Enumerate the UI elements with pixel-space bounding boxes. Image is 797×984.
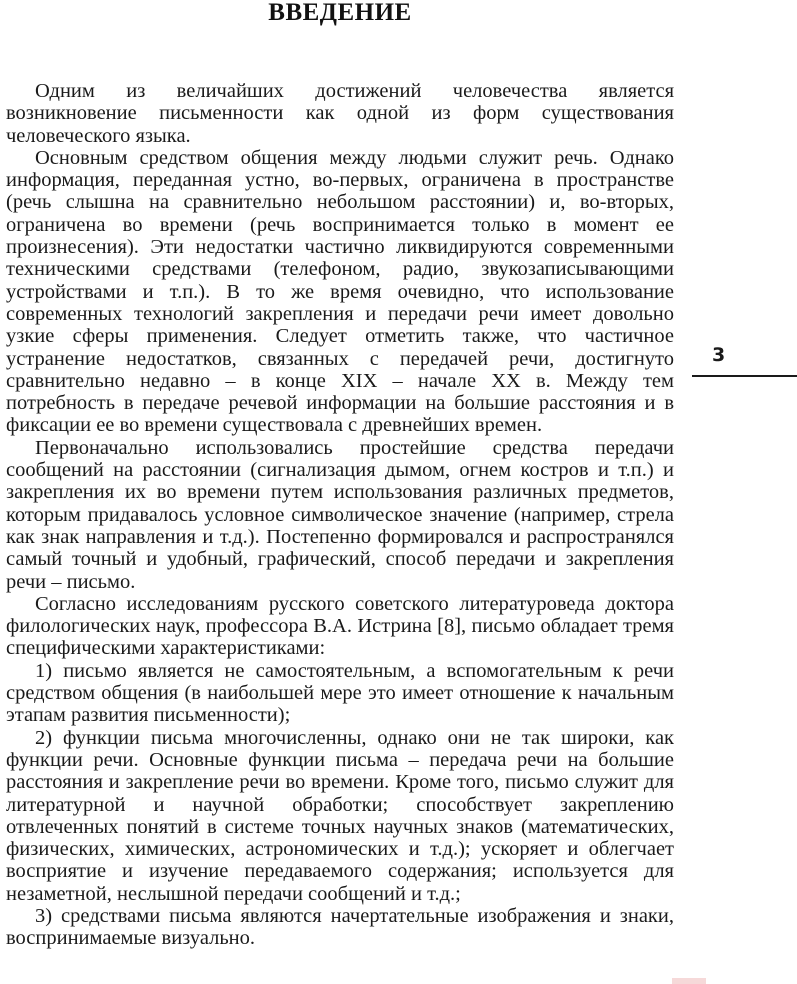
page-number-rule <box>692 375 797 377</box>
corner-mark <box>672 978 706 984</box>
paragraph-istrin: Согласно исследованиям русского советского литературоведа доктора филологических наук, профессора В.А. Истрина [8], письмо обладает тремя специфическими характеристиками: <box>6 592 674 660</box>
paragraph-speech: Основным средством общения между людьми служит речь. Однако информация, переданная устно, во-первых, ограничена в пространстве (речь слышна на сравнительно небольшом расстоянии) и, во-вторых, ограничена во времени (речь воспринимается только в момент ее произнесения). Эти недостатки частично ликвидируются современными техническими средствами (телефоном, радио, звукозаписывающими устройствами и т.п.). В то же время очевидно, что использование современных технологий закрепления и передачи речи имеет довольно узкие сферы применения. Следует отметить также, что частичное устранение недостатков, связанных с передачей речи, достигнуто сравнительно недавно – в конце XIX – начале XX в. Между тем потребность в передаче речевой информации на большие расстояния и в фиксации ее во времени существовала с древнейших времен. <box>6 146 674 437</box>
chapter-title: ВВЕДЕНИЕ <box>268 0 412 26</box>
body-text <box>6 80 674 950</box>
paragraph-intro: Одним из величайших достижений человечества является возникновение письменности как одной из форм существования человеческого языка. <box>6 80 674 147</box>
list-item-3: 3) средствами письма являются начертательные изображения и знаки, воспринимаемые визуально. <box>6 904 674 950</box>
page-number-tab <box>692 340 797 380</box>
list-item-2: 2) функции письма многочисленны, однако они не так широки, как функции речи. Основные функции письма – передача речи на большие расстояния и закрепление речи во времени. Кроме того, письмо служит для литературной и научной обработки; способствует закреплению отвлеченных понятий в системе точных научных знаков (математических, физических, химических, астрономических и т.д.); ускоряет и облегчает восприятие и изучение передаваемого содержания; используется для незаметной, неслышной передачи сообщений и т.д.; <box>6 726 674 905</box>
paragraph-early-means: Первоначально использовались простейшие средства передачи сообщений на расстоянии (сигнализация дымом, огнем костров и т.п.) и закрепления их во времени путем использования различных предметов, которым придавалось условное символическое значение (например, стрела как знак направления и т.д.). Постепенно формировался и распространялся самый точный и удобный, графический, способ передачи и закрепления речи – письмо. <box>6 436 674 593</box>
list-item-1: 1) письмо является не самостоятельным, а вспомогательным к речи средством общения (в наибольшей мере это имеет отношение к начальным этапам развития письменности); <box>6 659 674 727</box>
page-number: 3 <box>712 344 726 366</box>
